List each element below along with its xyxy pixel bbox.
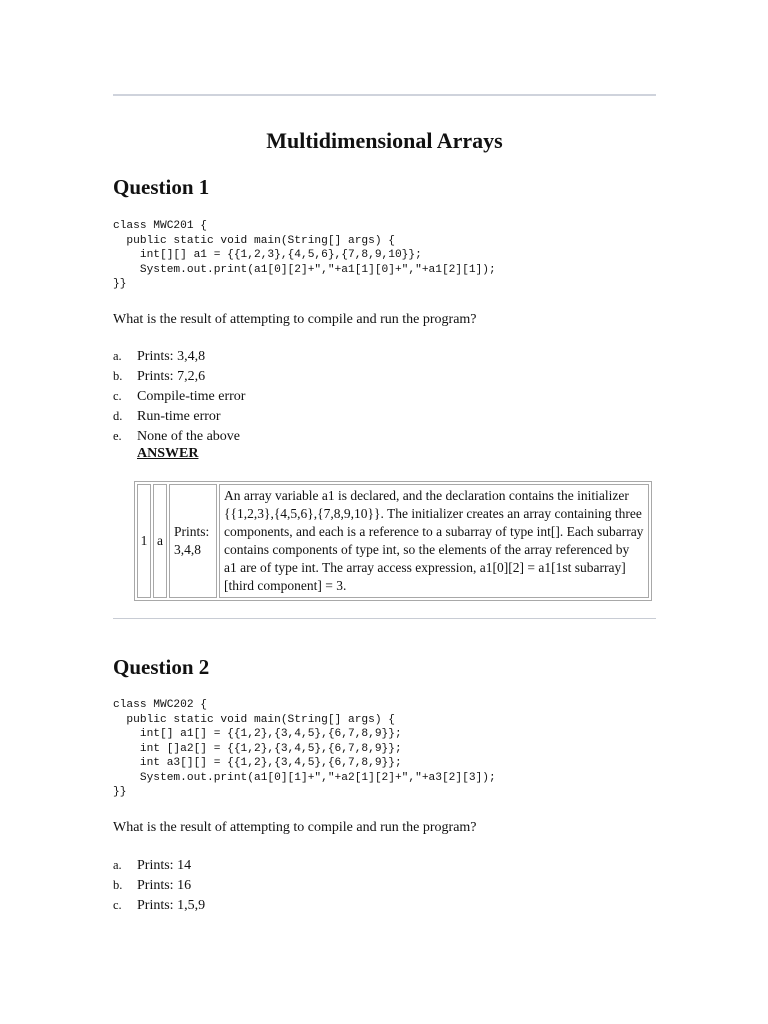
top-divider bbox=[113, 94, 656, 96]
table-row bbox=[137, 484, 649, 598]
question-1-options bbox=[113, 346, 245, 446]
page-title: Multidimensional Arrays bbox=[266, 128, 503, 153]
answer-letter: a bbox=[153, 484, 167, 598]
answer-number: 1 bbox=[137, 484, 151, 598]
answer-explanation: An array variable a1 is declared, and the declaration contains the initializer {{1,2,3},{4,5,6},{7,8,9,10}}. The initializer creates an array containing three components, and each is a reference to a subarray of type int[]. Each subarray contains components of type int, so the elements of the array referenced by a1 are of type int. The array access expression, a1[0][2] = a1[1st subarray][third component] = 3. bbox=[219, 484, 649, 598]
question-2-prompt: What is the result of attempting to compile and run the program? bbox=[113, 820, 477, 835]
question-2-options bbox=[113, 855, 205, 915]
option-c: c. Compile-time error bbox=[113, 389, 246, 404]
option-a: a. Prints: 3,4,8 bbox=[113, 349, 206, 364]
option-a: a. Prints: 14 bbox=[113, 858, 192, 873]
question-1-code: class MWC201 { public static void main(String[] args) { int[][] a1 = {{1,2,3},{4,5,6},{7,8,9,10}}; System.out.print(a1[0][2]+","+a1[1][0]+","+a1[2][1]); }} bbox=[113, 220, 496, 290]
answer-table bbox=[134, 481, 652, 601]
section-divider bbox=[113, 618, 656, 619]
option-e: e. None of the above bbox=[113, 429, 241, 444]
option-c: c. Prints: 1,5,9 bbox=[113, 898, 206, 913]
question-2-code: class MWC202 { public static void main(String[] args) { int[] a1[] = {{1,2},{3,4,5},{6,7,8,9}}; int []a2[] = {{1,2},{3,4,5},{6,7,8,9}}; int a3[][] = {{1,2},{3,4,5},{6,7,8,9}}; System.out.print(a1[0][1]+","+a2[1][2]+","+a3[2][3]); }} bbox=[113, 699, 496, 798]
question-1-prompt: What is the result of attempting to compile and run the program? bbox=[113, 312, 477, 327]
option-d: d. Run-time error bbox=[113, 409, 221, 424]
answer-link[interactable]: ANSWER bbox=[137, 446, 199, 461]
option-b: b. Prints: 7,2,6 bbox=[113, 369, 206, 384]
question-2-heading: Question 2 bbox=[113, 655, 210, 679]
answer-result: Prints: 3,4,8 bbox=[169, 484, 217, 598]
option-b: b. Prints: 16 bbox=[113, 878, 192, 893]
question-1-heading: Question 1 bbox=[113, 175, 210, 199]
